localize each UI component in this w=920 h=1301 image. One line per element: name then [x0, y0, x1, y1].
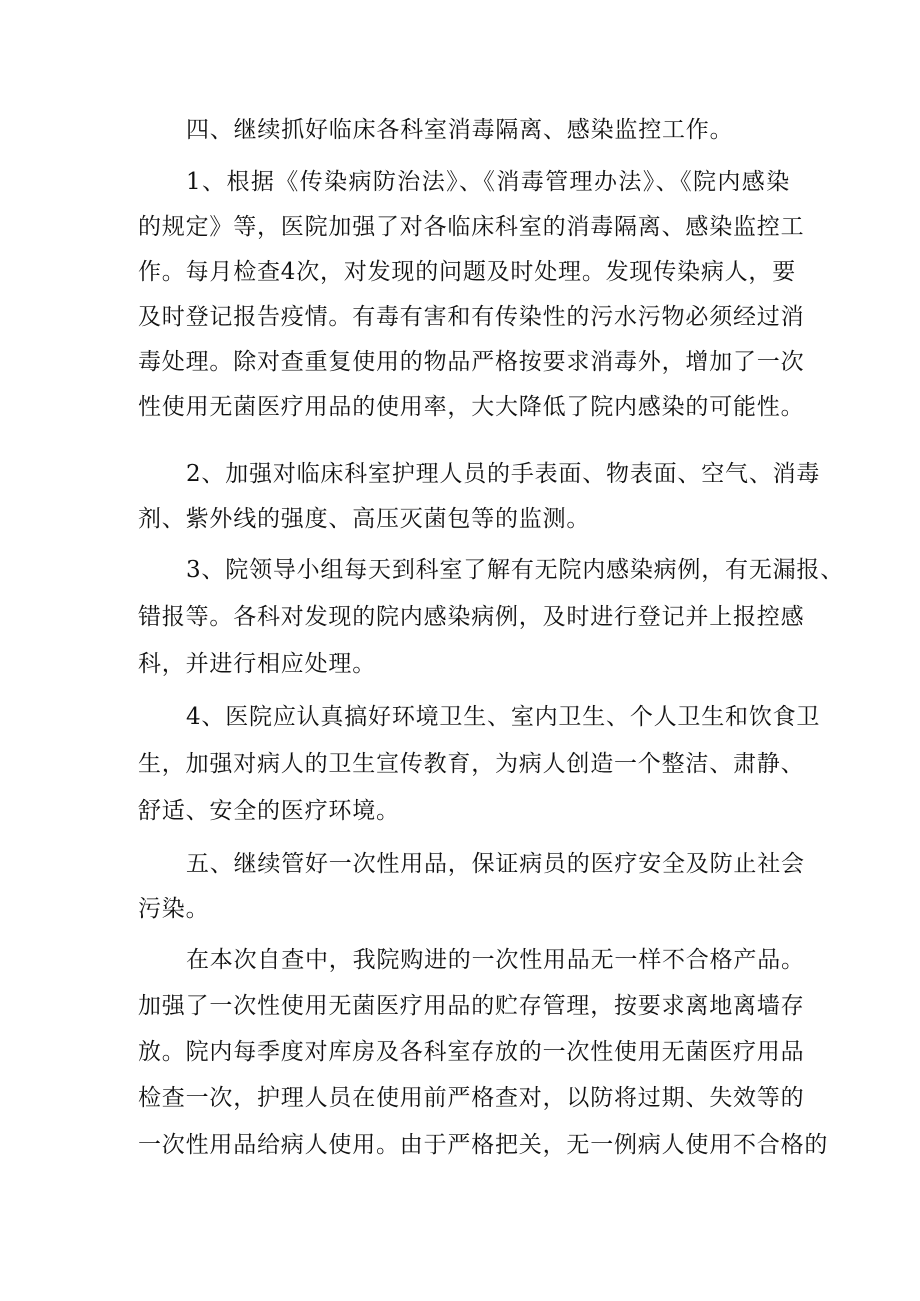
- paragraph-line: 错报等。各科对发现的院内感染病例，及时进行登记并上报控感: [138, 604, 805, 630]
- section-heading-four: 四、继续抓好临床各科室消毒隔离、感染监控工作。: [186, 117, 734, 143]
- paragraph-line: 一次性用品给病人使用。由于严格把关，无一例病人使用不合格的: [138, 1132, 829, 1158]
- paragraph-line: 在本次自查中，我院购进的一次性用品无一样不合格产品。: [186, 947, 805, 973]
- paragraph-line: 检查一次，护理人员在使用前严格查对，以防将过期、失效等的: [138, 1085, 805, 1111]
- paragraph-line: 放。院内每季度对库房及各科室存放的一次性使用无菌医疗用品: [138, 1039, 805, 1065]
- paragraph-line: 的规定》等，医院加强了对各临床科室的消毒隔离、感染监控工: [138, 214, 805, 240]
- paragraph-line: 加强了一次性使用无菌医疗用品的贮存管理，按要求离地离墙存: [138, 993, 805, 1019]
- paragraph-line: 毒处理。除对查重复使用的物品严格按要求消毒外，增加了一次: [138, 349, 805, 375]
- paragraph-line: 舒适、安全的医疗环境。: [138, 798, 400, 824]
- paragraph-line: 作。每月检查4次，对发现的问题及时处理。发现传染病人，要: [138, 259, 797, 285]
- paragraph-line: 生，加强对病人的卫生宣传教育，为病人创造一个整洁、肃静、: [138, 751, 805, 777]
- paragraph-line: 3、院领导小组每天到科室了解有无院内感染病例，有无漏报、: [186, 557, 845, 583]
- section-heading-five: 五、继续管好一次性用品，保证病员的医疗安全及防止社会: [186, 851, 805, 877]
- paragraph-line: 剂、紫外线的强度、高压灭菌包等的监测。: [138, 506, 591, 532]
- paragraph-line: 及时登记报告疫情。有毒有害和有传染性的污水污物必须经过消: [138, 304, 805, 330]
- paragraph-line: 科，并进行相应处理。: [138, 651, 376, 677]
- paragraph-line: 2、加强对临床科室护理人员的手表面、物表面、空气、消毒: [186, 461, 821, 487]
- paragraph-line: 4、医院应认真搞好环境卫生、室内卫生、个人卫生和饮食卫: [186, 704, 821, 730]
- paragraph-line: 性使用无菌医疗用品的使用率，大大降低了院内感染的可能性。: [138, 394, 805, 420]
- section-heading-five-cont: 污染。: [138, 896, 210, 922]
- paragraph-line: 1、根据《传染病防治法》、《消毒管理办法》、《院内感染: [186, 169, 790, 195]
